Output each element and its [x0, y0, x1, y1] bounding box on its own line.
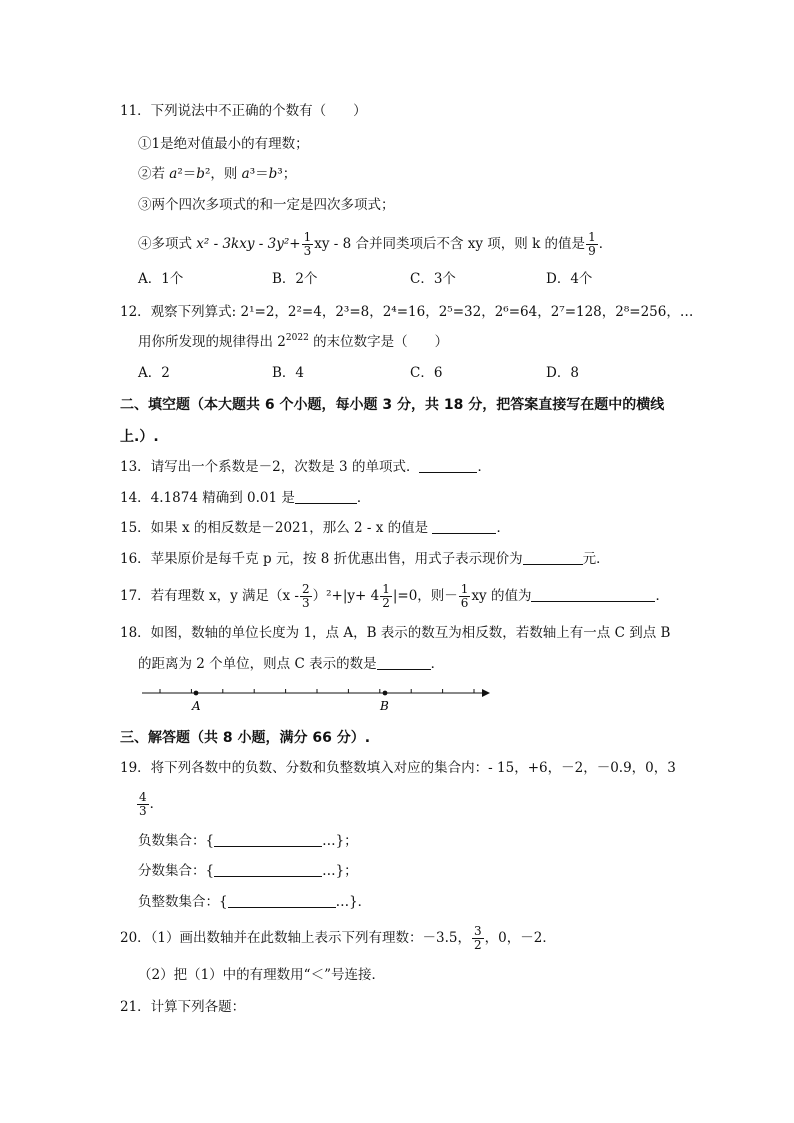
q11-s4-expr2: xy - 8 合并同类项后不含 xy 项，则 k 的值是: [314, 236, 586, 252]
q20-frac: [472, 925, 484, 952]
q17: [120, 578, 669, 614]
section-3-heading: 三、解答题（共 8 小题，满分 66 分）.: [120, 730, 371, 746]
q11-s4-frac-d: 3: [303, 244, 312, 258]
q17-mid2: |=0，则－: [392, 588, 458, 604]
q14: [120, 489, 370, 507]
q19-set1-post: …}；: [322, 833, 358, 849]
q20-line1-pre: 20．（1）画出数轴并在此数轴上表示下列有理数：－3.5，: [120, 930, 471, 946]
q12-option-b[interactable]: B．4: [272, 365, 305, 381]
q12-option-a[interactable]: A．2: [138, 365, 170, 381]
q15-text: 15．如果 x 的相反数是－2021，那么 2 - x 的值是: [120, 520, 433, 536]
q11-statement-3: ③两个四次多项式的和一定是四次多项式；: [138, 197, 395, 213]
q19-set3-blank[interactable]: [228, 894, 336, 908]
q17-frac-2-n: 1: [382, 582, 390, 596]
q17-frac-2-d: 2: [382, 596, 390, 610]
q20-line2: （2）把（1）中的有理数用“＜”号连接．: [138, 967, 385, 983]
q11-s4-frac2-d: 9: [588, 244, 596, 258]
q18-line2-post: ．: [430, 656, 445, 672]
q11-s4-end: ．: [598, 236, 613, 252]
q19-frac-d: 3: [139, 804, 147, 818]
q11-option-d[interactable]: D．4个: [546, 271, 593, 287]
section-2-heading: 二、填空题（本大题共 6 个小题，每小题 3 分，共 18 分，把答案直接写在题中的横线: [120, 397, 665, 413]
q11-s2-mid: ²＝: [177, 166, 197, 182]
q19-frac: [137, 791, 149, 818]
q17-mid: ）²+|y+ 4: [312, 588, 380, 604]
q11-s2-b: b: [196, 166, 205, 182]
q17-pre: 17．若有理数 x，y 满足（x -: [120, 588, 299, 604]
q12-option-d[interactable]: D．8: [546, 365, 579, 381]
q17-frac-1-n: 2: [301, 582, 310, 596]
q19-set1-pre: 负数集合：{: [138, 833, 215, 849]
q11-s4-frac2: [586, 231, 598, 258]
q17-frac-1-d: 3: [301, 596, 310, 610]
q20-line1: [120, 920, 556, 956]
q14-text: 14．4.1874 精确到 0.01 是: [120, 490, 295, 506]
point-b-dot: [383, 691, 388, 696]
q14-post: ．: [356, 490, 371, 506]
q11-option-a[interactable]: A．1个: [138, 271, 184, 287]
q11-option-b[interactable]: B．2个: [272, 271, 318, 287]
q18-line1: 18．如图，数轴的单位长度为 1，点 A，B 表示的数互为相反数，若数轴上有一点 C 到点 B: [120, 625, 671, 641]
q20-frac-n: 3: [474, 924, 482, 938]
q18-answer-blank[interactable]: [377, 656, 431, 670]
q17-frac-3: [459, 583, 471, 610]
q19-set2-blank[interactable]: [214, 863, 322, 877]
q15-post: ．: [496, 520, 510, 536]
q12-line2-post: 的末位数字是（ ）: [308, 334, 449, 350]
q19-set2-pre: 分数集合：{: [138, 863, 215, 879]
q19-frac-post: ．: [149, 796, 164, 812]
q16-answer-blank[interactable]: [523, 551, 583, 565]
q15: [120, 519, 510, 537]
q17-frac-3-d: 6: [460, 596, 469, 610]
q11-s4-pre: ④多项式: [138, 236, 197, 252]
q19-frac-n: 4: [139, 790, 147, 804]
q11-s2-a: a: [169, 166, 178, 182]
q11-s2-d: b: [268, 166, 278, 182]
q17-frac-2: [380, 583, 392, 610]
q14-answer-blank[interactable]: [295, 490, 357, 504]
q18-number-line: [138, 682, 498, 716]
q11-s2-c: a: [241, 166, 250, 182]
q19-set-negative-integer: [138, 893, 371, 911]
number-line-arrow: [482, 689, 490, 697]
q21-line1: 21．计算下列各题：: [120, 999, 246, 1015]
number-line-ticks: [160, 689, 474, 693]
q11-s2-mid3: ³＝: [249, 166, 269, 182]
q11-s2-pre: ②若: [138, 166, 170, 182]
q19-set-negative: [138, 832, 358, 850]
point-b-label: B: [380, 699, 389, 713]
q18-line2-pre: 的距离为 2 个单位，则点 C 表示的数是: [138, 656, 377, 672]
q17-frac-3-n: 1: [460, 582, 469, 596]
q11-s2-end: ³；: [277, 166, 297, 182]
q19-set3-post: …}．: [335, 894, 372, 910]
q11-s4-frac: [302, 231, 314, 258]
q12-exponent: 2022: [285, 333, 309, 343]
q11-stem: 11．下列说法中不正确的个数有（ ）: [120, 103, 367, 119]
q17-frac-1: [300, 583, 312, 610]
q13-text: 13．请写出一个系数是－2，次数是 3 的单项式．: [120, 459, 420, 475]
q11-s2-mid2: ²，则: [204, 166, 242, 182]
q20-line1-post: ，0，－2．: [484, 930, 556, 946]
q11-statement-1: ①1是绝对值最小的有理数；: [138, 136, 309, 152]
q19-set-fraction: [138, 862, 358, 880]
q13-answer-blank[interactable]: [419, 459, 477, 473]
q11-s4-frac2-n: 1: [588, 230, 596, 244]
q19-set2-post: …}；: [322, 863, 358, 879]
q16-post: 元．: [582, 551, 610, 567]
q19-line1: 19．将下列各数中的负数、分数和负整数填入对应的集合内：- 15，+6，－2，－0.9，0，3: [120, 760, 676, 776]
q16-text: 16．苹果原价是每千克 p 元，按 8 折优惠出售，用式子表示现价为: [120, 551, 523, 567]
q19-set3-pre: 负整数集合：{: [138, 894, 228, 910]
q17-answer-blank[interactable]: [531, 588, 655, 602]
q13-post: ．: [477, 459, 491, 475]
q11-s4-expr1: x² - 3kxy - 3y²+: [196, 236, 301, 252]
q11-option-c[interactable]: C．3个: [410, 271, 456, 287]
q11-statement-4: [138, 226, 612, 262]
q18-line2: [138, 655, 444, 673]
q12-option-c[interactable]: C．6: [410, 365, 443, 381]
point-a-dot: [194, 691, 199, 696]
q19-set1-blank[interactable]: [214, 833, 322, 847]
section-2-heading-cont: 上.）.: [120, 429, 159, 445]
q16: [120, 550, 610, 568]
q15-answer-blank[interactable]: [432, 520, 496, 534]
q13: [120, 458, 491, 476]
q11-statement-2: [138, 165, 296, 183]
q12-stem: 12．观察下列算式: 2¹=2，2²=4，2³=8，2⁴=16，2⁵=32，2⁶=64，2⁷=128，2⁸=256，…: [120, 304, 694, 320]
q20-frac-d: 2: [474, 938, 482, 952]
point-a-label: A: [192, 699, 201, 713]
q17-post: ．: [655, 588, 669, 604]
q12-line2-pre: 用你所发现的规律得出 2: [138, 334, 286, 350]
q11-s4-frac-n: 1: [303, 230, 312, 244]
q19-fraction-line: [136, 786, 163, 822]
q12-line2: [138, 333, 448, 351]
q17-mid3: xy 的值为: [471, 588, 532, 604]
